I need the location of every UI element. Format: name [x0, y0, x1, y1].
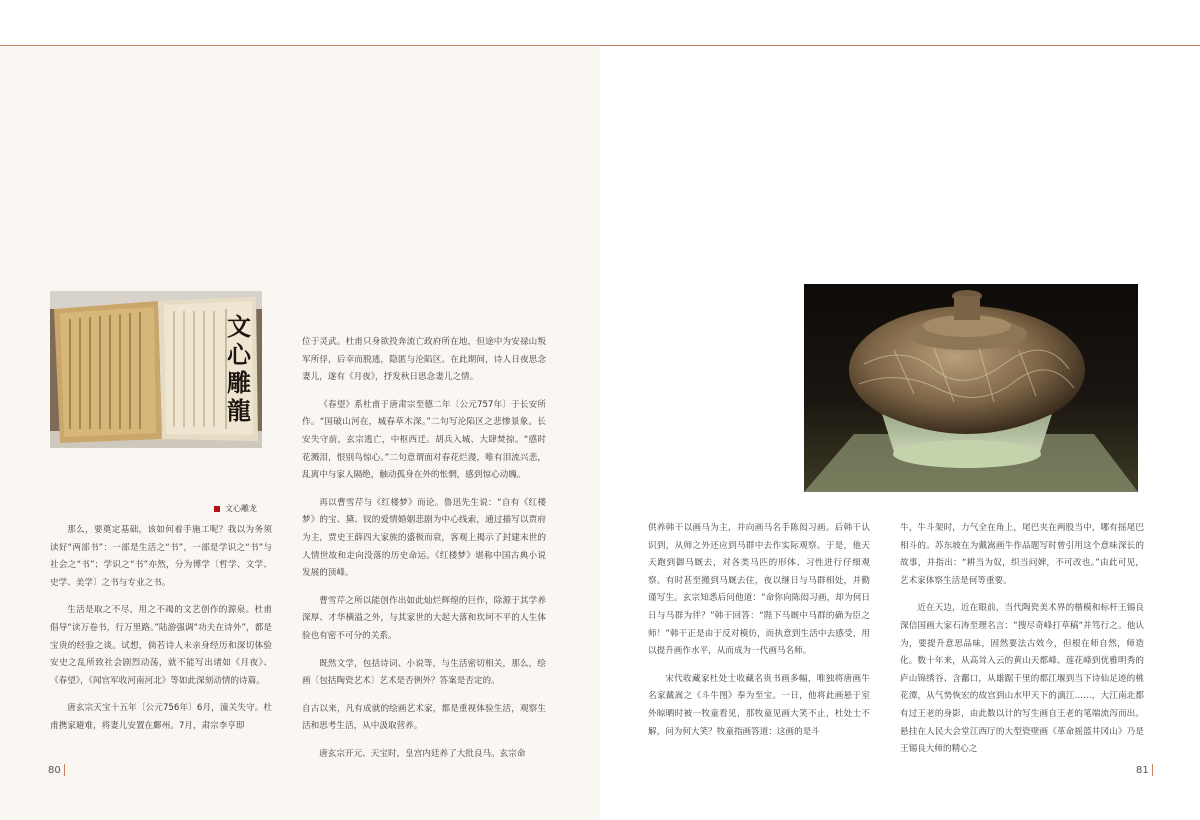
paragraph: 自古以来，凡有成就的绘画艺术家，都是重视体验生活，观察生活和思考生活，从中汲取营养。	[302, 703, 546, 732]
ceramic-bowl-photo	[804, 284, 1138, 492]
right-column-1	[648, 520, 870, 751]
paragraph: 再以曹雪芹与《红楼梦》而论。鲁迅先生说：“自有《红楼梦》的宝、黛、钗的爱情婚姻悲剧为中心线索，通过描写以贾府为主，贾史王薛四大家族的盛极而衰，客观上揭示了封建末世的人情世故和走向没落的历史命运。《红楼梦》堪称中国古典小说发展的顶峰。	[302, 497, 546, 579]
paragraph: 《春望》系杜甫于唐肃宗至德二年〔公元757年〕于长安所作。“国破山河在，城春草木深。”二句写沦陷区之悲惨景象。长安失守前，玄宗逃亡，中枢西迁。胡兵入城、大肆焚掠。“感时花溅泪，恨别鸟惊心。”二句意谓面对春花烂漫，唯有泪流兴悲，乱离中与家人隔绝，触动孤身在外的怅惘，感到惊心动魄。	[302, 399, 546, 481]
top-header-band	[0, 0, 1200, 46]
paragraph: 生活是取之不尽，用之不竭的文艺创作的源泉。杜甫倡导“读万卷书，行万里路。”陆游强调“功夫在诗外”，都是宝贵的经验之谈。试想，倘若诗人未亲身经历和深切体验安史之乱所致社会剧烈动荡，就不能写出诸如《月夜》、《春望》，《闻官军收河南河北》等如此深刻动情的诗篇。	[50, 605, 272, 686]
cover-char-2: 心	[227, 340, 251, 369]
caption-marker	[214, 506, 220, 512]
page-number-right: 81	[1136, 764, 1156, 776]
left-column-1	[50, 522, 272, 746]
caption-text: 文心雕龙	[225, 504, 257, 513]
paragraph: 曹雪芹之所以能创作出如此灿烂辉煌的巨作，除源于其学养深厚、才华横溢之外，与其家世的大起大落和坎坷不平的人生体验也有密不可分的关系。	[302, 595, 546, 641]
paragraph: 唐玄宗开元、天宝时，皇宫内廷养了大批良马。玄宗命	[319, 748, 526, 759]
paragraph: 近在天边，近在眼前，当代陶瓷美术界的楷模和标杆王锡良深信国画大家石涛至理名言：“搜尽奇峰打草稿“并笃行之。他认为，要提升意思品味，固然要法古效今，但根在师自然，师造化。数十年来，从高耸入云的黄山天都峰、莲花峰到优雅明秀的庐山锦绣谷、含鄱口，从雄踞千里的都江堰到当下诗仙足迹的桃花潭，从气势恢宏的故宫到山水甲天下的漓江……，大江南北都有过王老的身影，由此数以计的写生画自王老的笔端流泻而出。悬挂在人民大会堂江西厅的大型瓷壁画《革命摇篮井冈山》乃是王锡良大师的精心之	[900, 603, 1144, 755]
paragraph: 唐玄宗天宝十五年〔公元756年〕6月，潼关失守。杜甫携家避难，将妻儿安置在鄜州。7月，肃宗李亨即	[50, 703, 272, 731]
book-photo-caption	[214, 503, 257, 514]
cover-char-4: 龍	[227, 396, 251, 425]
right-column-2	[900, 520, 1144, 769]
paragraph: 牛，牛斗架时，力气全在角上，尾巴夹在两股当中，哪有摇尾巴相斗的。苏东坡在为戴嵩画牛作品题写时曾引用这个意味深长的故事，并指出：“耕当为奴，织当问婢，不可改也。”由此可见，艺术家体察生活是何等重要。	[900, 523, 1144, 586]
paragraph: 那么，要奠定基础，该如何着手施工呢？我以为务须读好“两部书”：一部是生活之“书”，一部是学识之“书”与社会之“书”；学识之“书”亦然，分为博学〔哲学、文学、史学、美学〕之书与专业之书。	[50, 525, 272, 588]
book-photo-wenxin-diaolong	[50, 291, 262, 448]
paragraph: 供养韩干以画马为主，并向画马名手陈闳习画。后韩干认识到，从师之外还应到马群中去作实际观察。于是，他天天跑到御马厩去，对各类马匹的形体、习性进行仔细观察。有时甚至搬到马厩去住，夜以继日与马群相处，并勤谨写生。玄宗知悉后问他道：“命你向陈闳习画，却为何日日与马群为伴？”韩干回答：“陛下马厩中马群的确为臣之师！”韩干正是由于反对模仿，而执意到生活中去感受，用以提升画作水平，从而成为一代画马名师。	[648, 523, 870, 657]
cover-char-1: 文	[227, 312, 251, 341]
cover-char-3: 雕	[227, 368, 251, 397]
page-number-left: 80	[48, 764, 68, 776]
paragraph: 宋代收藏家杜处士收藏名贵书画多幅，唯独将唐画牛名家戴嵩之《斗牛图》奉为至宝。一日，他将此画悬于室外晾晒时被一牧童看见，那牧童见画大笑不止，杜处士不解，问为何大笑？牧童指画答道：这画的是斗	[648, 673, 870, 737]
left-column-2	[302, 334, 546, 773]
bowl-illustration	[804, 284, 1138, 492]
paragraph: 既然文学，包括诗词、小说等，与生活密切相关，那么，绘画〔包括陶瓷艺术〕艺术是否例外？答案是否定的。	[302, 658, 546, 687]
paragraph: 位于灵武。杜甫只身欲投奔流亡政府所在地，但途中为安禄山叛军所俘，后幸而脱逃，隐匿与沦陷区。在此期间，诗人日夜思念妻儿，遂有《月夜》，抒发秋日思念妻儿之情。	[302, 337, 546, 383]
book-illustration	[50, 291, 262, 448]
